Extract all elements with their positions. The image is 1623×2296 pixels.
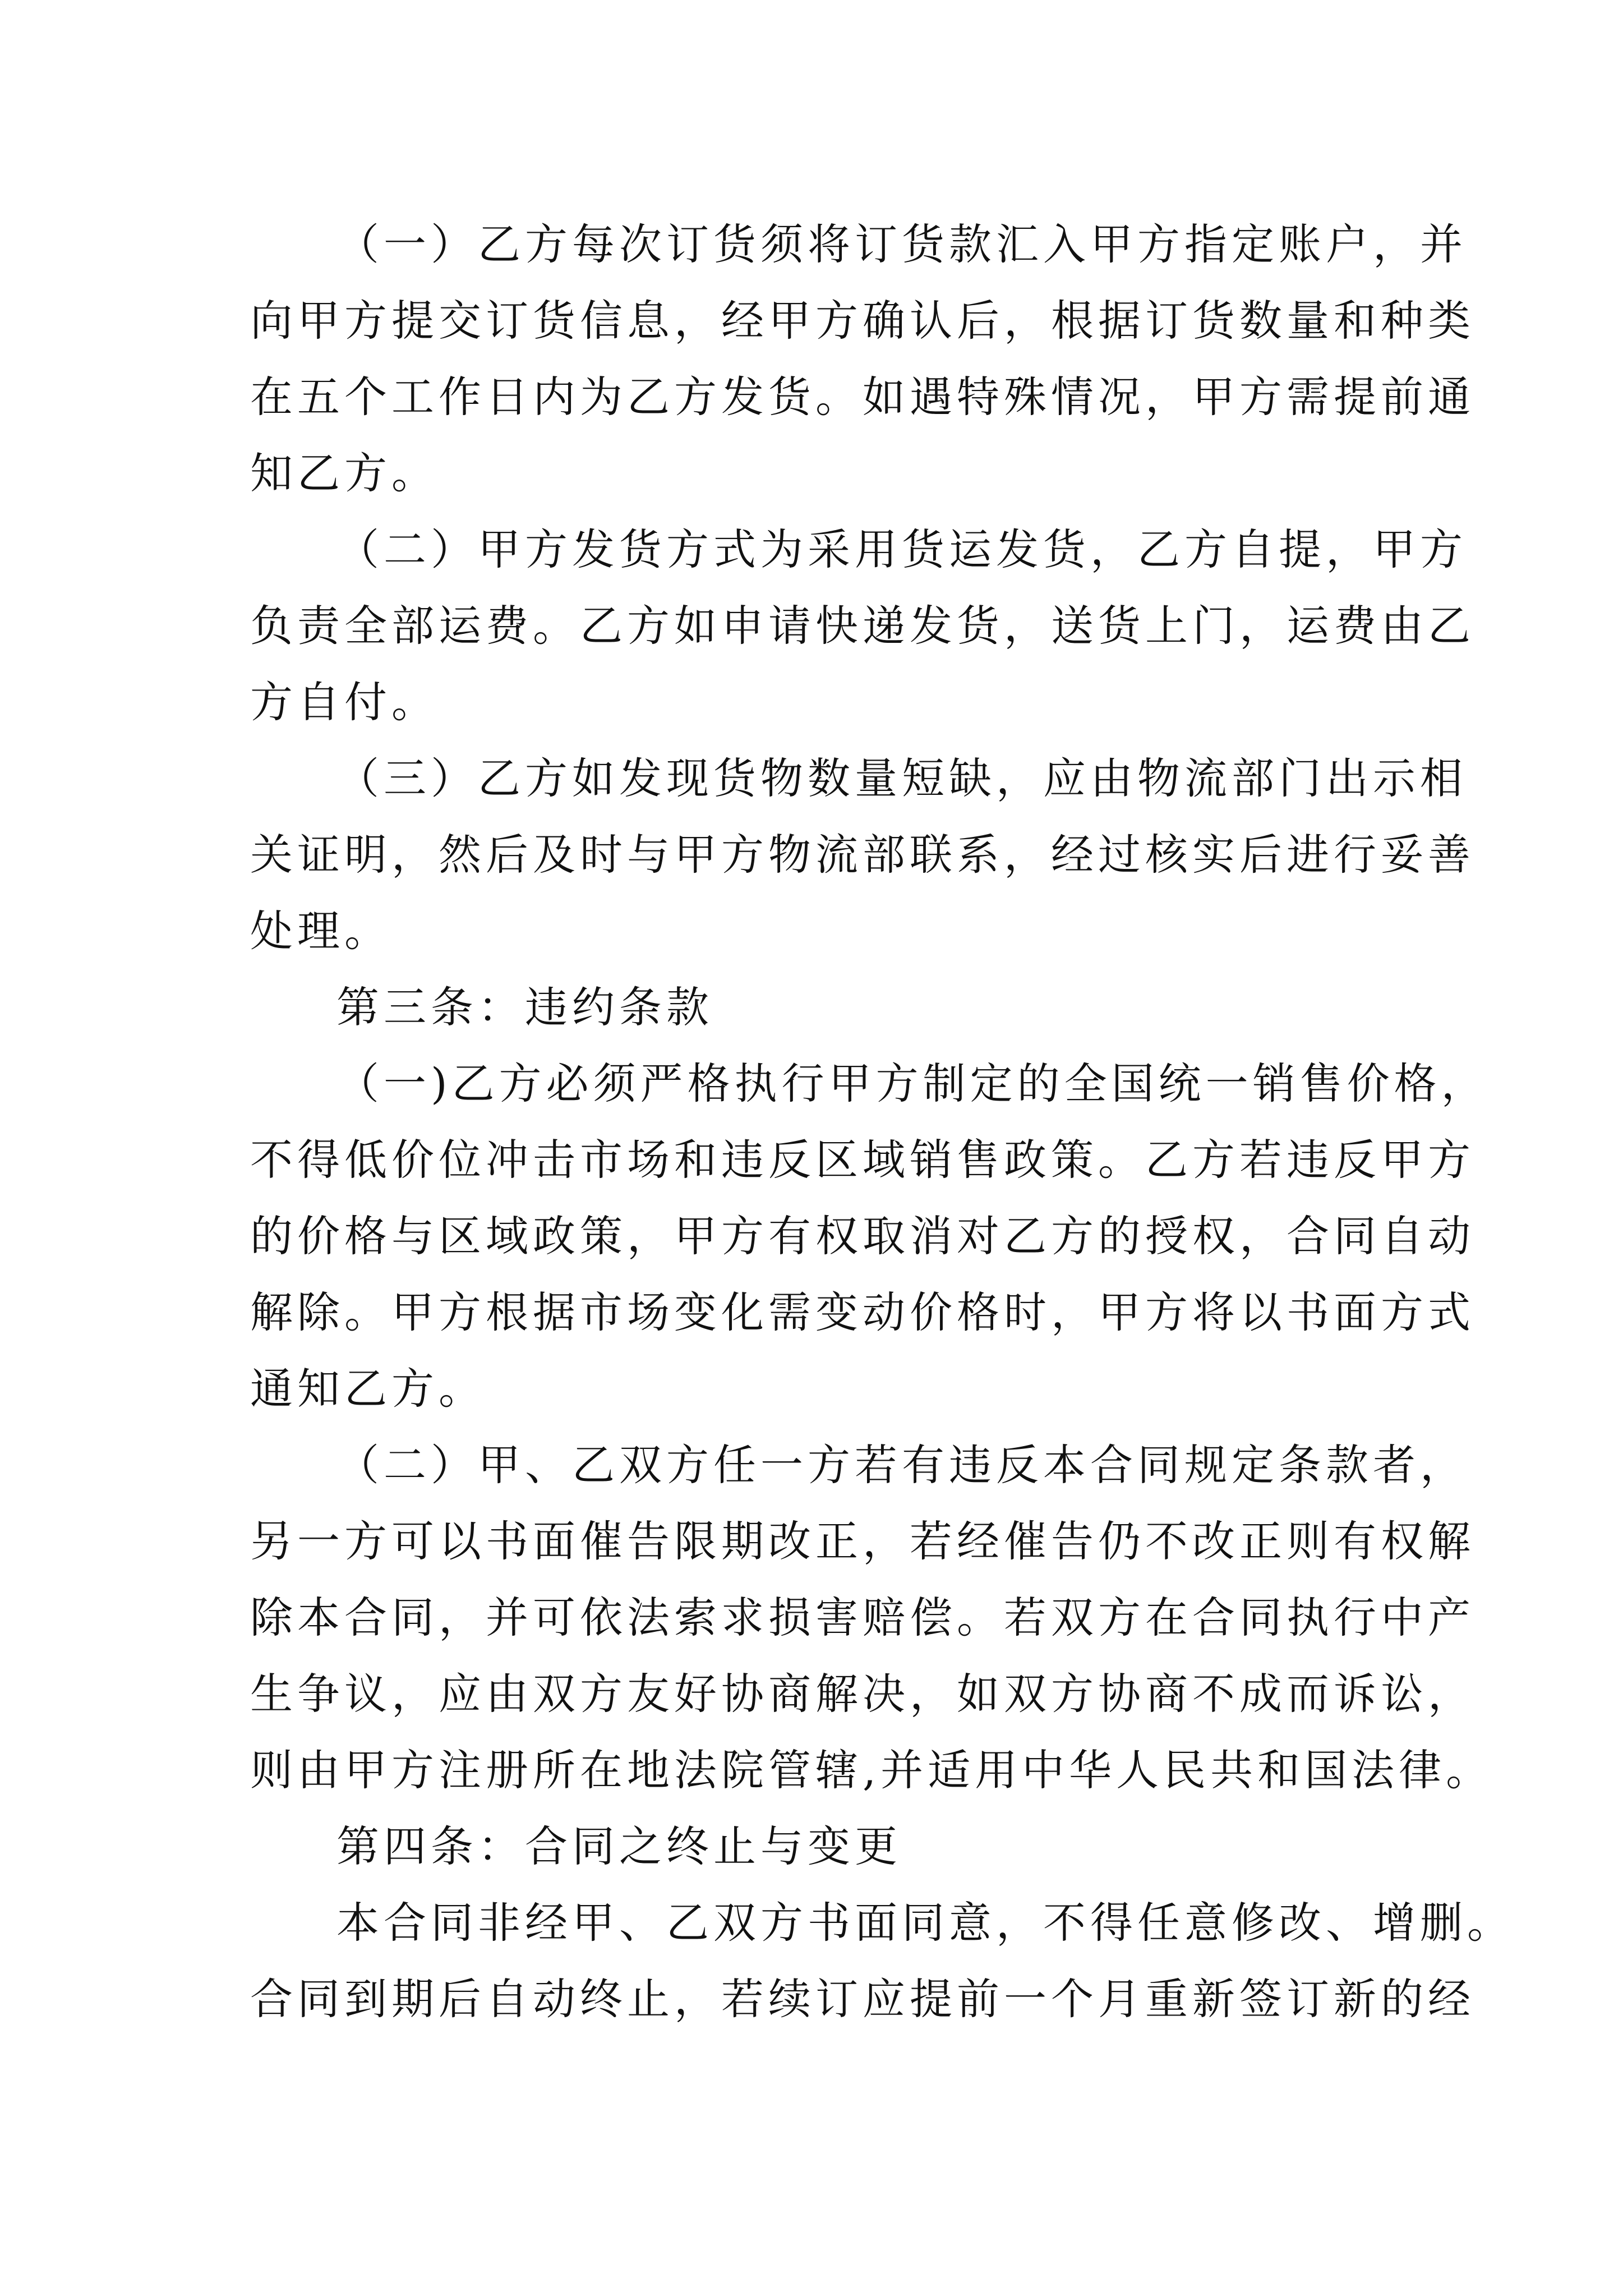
text-line: 解除。甲方根据市场变化需变动价格时，甲方将以书面方式 bbox=[250, 1287, 1475, 1337]
text-line: 不得低价位冲击市场和违反区域销售政策。乙方若违反甲方 bbox=[250, 1135, 1475, 1185]
text-line: （二）甲方发货方式为采用货运发货，乙方自提，甲方 bbox=[336, 524, 1467, 574]
text-line: 在五个工作日内为乙方发货。如遇特殊情况，甲方需提前通 bbox=[250, 372, 1475, 422]
text-line: 合同到期后自动终止，若续订应提前一个月重新签订新的经 bbox=[250, 1974, 1475, 2024]
text-line: 关证明，然后及时与甲方物流部联系，经过核实后进行妥善 bbox=[250, 830, 1475, 880]
text-line: 方自付。 bbox=[250, 677, 439, 727]
text-line: 除本合同，并可依法索求损害赔偿。若双方在合同执行中产 bbox=[250, 1593, 1475, 1642]
text-line: （二）甲、乙双方任一方若有违反本合同规定条款者， bbox=[336, 1440, 1467, 1490]
text-line: 知乙方。 bbox=[250, 448, 439, 498]
text-line: 向甲方提交订货信息，经甲方确认后，根据订货数量和种类 bbox=[250, 296, 1475, 346]
text-line: （三）乙方如发现货物数量短缺，应由物流部门出示相 bbox=[336, 753, 1467, 803]
text-line: （一）乙方每次订货须将订货款汇入甲方指定账户，并 bbox=[336, 219, 1467, 269]
section-heading: 第三条：违约条款 bbox=[336, 982, 713, 1032]
text-line: 负责全部运费。乙方如申请快递发货，送货上门，运费由乙 bbox=[250, 601, 1475, 651]
text-line: 生争议，应由双方友好协商解决，如双方协商不成而诉讼， bbox=[250, 1669, 1475, 1719]
text-line: 处理。 bbox=[250, 906, 391, 956]
text-line: 则由甲方注册所在地法院管辖,并适用中华人民共和国法律。 bbox=[250, 1745, 1493, 1795]
text-line: 通知乙方。 bbox=[250, 1364, 486, 1414]
text-line: 另一方可以书面催告限期改正，若经催告仍不改正则有权解 bbox=[250, 1516, 1475, 1566]
text-line: 本合同非经甲、乙双方书面同意，不得任意修改、增删。 bbox=[336, 1898, 1514, 1948]
text-line: （一)乙方必须严格执行甲方制定的全国统一销售价格， bbox=[336, 1059, 1488, 1108]
section-heading: 第四条：合同之终止与变更 bbox=[336, 1821, 902, 1871]
text-line: 的价格与区域政策，甲方有权取消对乙方的授权，合同自动 bbox=[250, 1211, 1475, 1261]
